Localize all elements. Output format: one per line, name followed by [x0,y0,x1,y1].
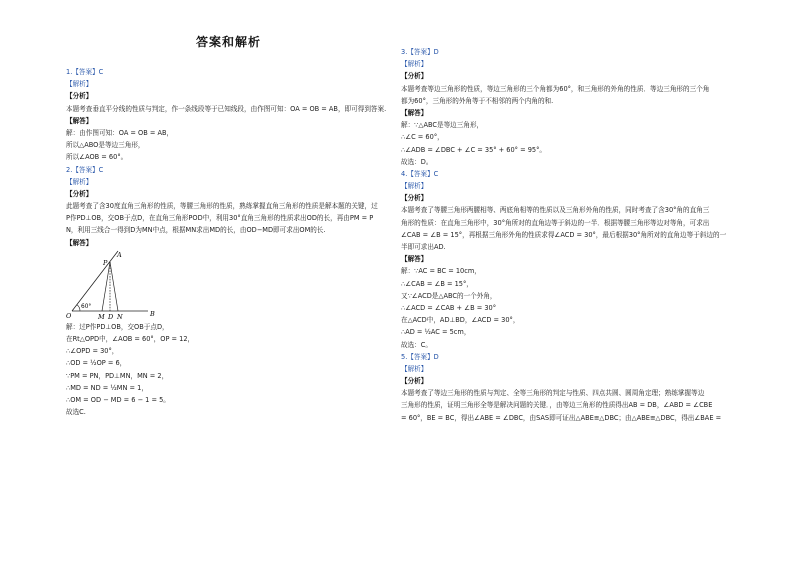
q2-fenxi-heading: 【分析】 [66,189,93,198]
label-a: A [117,250,122,259]
label-p: P [103,258,108,267]
q3-fenxi-heading: 【分析】 [401,72,428,81]
q4-fenxi-line-4: 半即可求出AD. [401,243,446,251]
q3-answer: 3.【答案】D [401,48,439,56]
geometry-figure [66,249,176,321]
q4-fenxi-line-3: ∠CAB = ∠B = 15°，再根据三角形外角的性质求得∠ACD = 30°，最后根据30°角所对的直角边等于斜边的一 [401,230,727,239]
q4-jiexi-label: 【解析】 [401,182,428,191]
q4-line-2: ∴∠CAB = ∠B = 15°， [401,279,473,288]
q4-jieda-heading: 【解答】 [401,255,428,264]
q2-line-2: 在Rt△OPD中，∠AOB = 60°，OP = 12， [66,335,195,343]
label-angle-60: 60° [81,303,92,310]
q4-line-5: 在△ACD中，AD⊥BD，∠ACD = 30°， [401,316,520,325]
q1-line-3: 所以∠AOB = 60°。 [66,153,128,162]
q4-line-1: 解：∵AC = BC = 10cm， [401,267,481,276]
q2-line-6: ∴MD = ND = ½MN = 1， [66,383,148,392]
segment-pn [110,262,118,311]
q2-line-5: ∵PM = PN，PD⊥MN，MN = 2， [66,371,169,380]
q5-fenxi-line-2: 三角形的性质，证明三角形全等是解决问题的关键．，由等边三角形的性质得出AB = DB，∠ABD = ∠CBE [401,401,713,410]
q4-line-6: ∴AD = ½AC = 5cm， [401,328,471,337]
q3-line-4: 故选：D。 [401,157,433,166]
q1-jiexi-label: 【解析】 [66,80,93,89]
q1-fenxi-text: 本题考查垂直平分线的性质与判定，作一条线段等于已知线段，由作图可知：OA = OB = AB，即可得到答案. [66,104,387,113]
q5-answer: 5.【答案】D [401,352,439,361]
q3-fenxi-line-1: 本题考查等边三角形的性质，等边三角形的三个角都为60°，和三角形的外角的性质．等边三角形的三个角 [401,84,710,93]
q4-line-3: 又∵∠ACD是△ABC的一个外角， [401,291,497,300]
q4-fenxi-line-2: 角形的性质：在直角三角形中，30°角所对的直角边等于斜边的一半．根据等腰三角形等边对等角，可求出 [401,218,710,227]
q5-fenxi-heading: 【分析】 [401,377,428,386]
q1-answer: 1.【答案】C [66,68,104,76]
ray-oa [72,251,118,311]
q4-line-7: 故选：C。 [401,340,432,349]
q4-answer: 4.【答案】C [401,169,439,178]
label-n: N [117,312,123,321]
q3-line-1: 解：∵△ABC是等边三角形， [401,121,484,130]
q3-line-3: ∴∠ADB = ∠DBC + ∠C = 35° + 60° = 95°。 [401,145,546,154]
q3-jiexi-label: 【解析】 [401,60,428,69]
q2-line-4: ∴OD = ½OP = 6， [66,359,127,368]
q2-line-8: 故选C. [66,408,86,417]
q2-line-7: ∴OM = OD − MD = 6 − 1 = 5。 [66,395,170,404]
q5-jiexi-label: 【解析】 [401,364,428,373]
label-o: O [66,311,72,320]
q1-fenxi-heading: 【分析】 [66,92,93,101]
q3-jieda-heading: 【解答】 [401,108,428,117]
segment-pm [102,262,110,311]
q2-fenxi-line-3: N，利用三线合一得到D为MN中点，根据MN求出MD的长，由OD−MD即可求出OM的长. [66,226,326,235]
label-m: M [98,312,105,321]
q2-answer: 2.【答案】C [66,165,104,174]
q4-line-4: ∴∠ACD = ∠CAB + ∠B = 30° [401,303,497,312]
q2-jieda-heading: 【解答】 [66,238,93,247]
q4-fenxi-line-1: 本题考查了等腰三角形两腰相等、两底角相等的性质以及三角形外角的性质，同时考查了含30°角的直角三 [401,206,710,215]
q2-fenxi-line-2: P作PD⊥OB，交OB于点D，在直角三角形POD中，利用30°直角三角形的性质求出OD的长，再由PM = P [66,214,374,223]
q2-line-1: 解：过P作PD⊥OB，交OB于点D， [66,322,169,331]
q3-fenxi-line-2: 都为60°，三角形的外角等于不相邻的两个内角的和. [401,96,554,105]
q2-jiexi-label: 【解析】 [66,177,93,186]
q1-line-1: 解：由作图可知：OA = OB = AB， [66,128,174,137]
angle-diagram [66,249,176,321]
q2-fenxi-line-1: 此题考查了含30度直角三角形的性质，等腰三角形的性质，熟练掌握直角三角形的性质是解本题的关键，过 [66,202,378,211]
q3-line-2: ∴∠C = 60°， [401,133,444,142]
q5-fenxi-line-3: = 60°，BE = BC，得出∠ABE = ∠DBC，由SAS即可证出△ABE≌△DBC；由△ABE≌△DBC，得出∠BAE = [401,413,722,422]
label-d: D [108,312,114,321]
left-column [66,66,396,418]
q1-jieda-heading: 【解答】 [66,116,93,125]
q1-line-2: 所以△ABO是等边三角形， [66,141,145,150]
label-b: B [150,309,155,318]
q4-fenxi-heading: 【分析】 [401,194,428,203]
q2-line-3: ∴∠OPD = 30°， [66,347,119,356]
q5-fenxi-line-1: 本题考查了等边三角形的性质与判定、全等三角形的判定与性质、四点共圆、圆周角定理；熟练掌握等边 [401,389,705,398]
angle-arc [77,304,80,310]
page-title: 答案和解析 [196,35,262,49]
right-column [401,46,731,424]
